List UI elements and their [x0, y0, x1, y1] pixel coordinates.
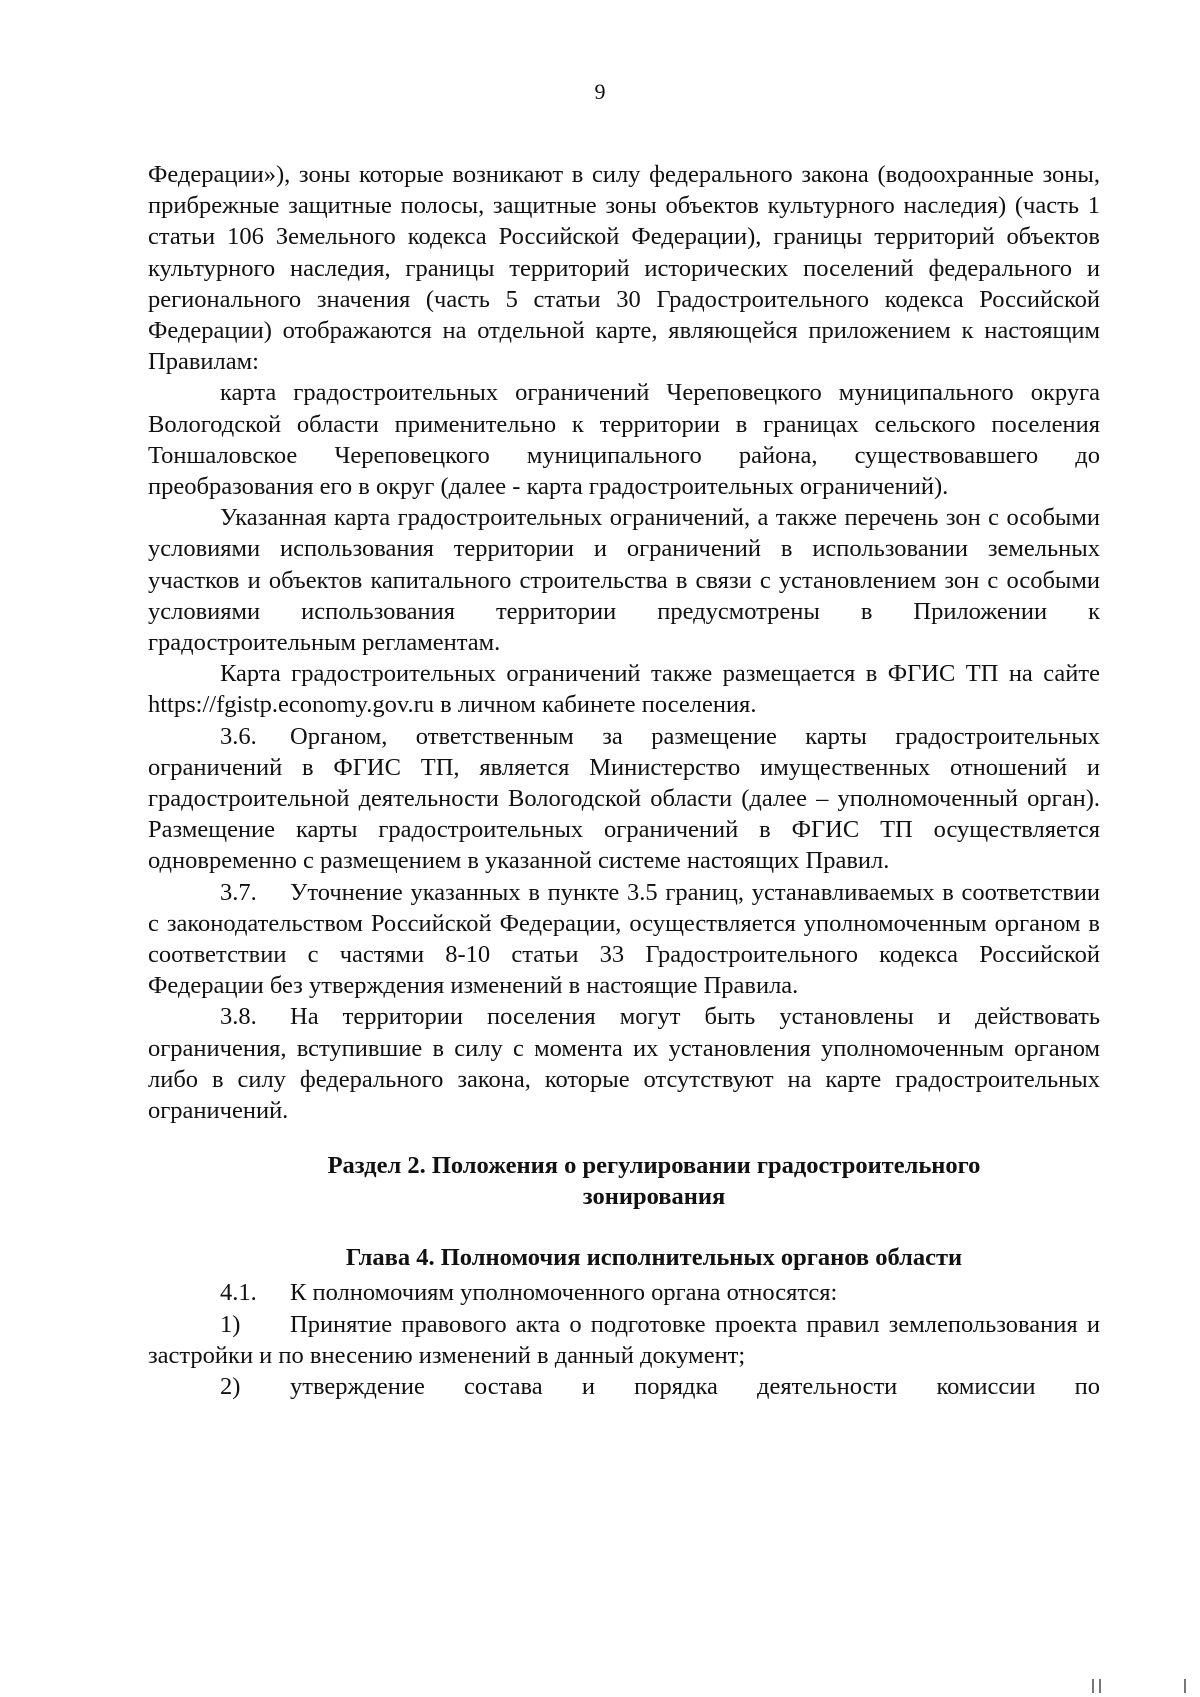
section-heading-line: зонирования	[582, 1183, 726, 1211]
chapter-heading: Глава 4. Полномочия исполнительных органов области	[345, 1244, 963, 1272]
subclause-1	[148, 1309, 1100, 1371]
subclause-number: 2)	[220, 1372, 241, 1400]
paragraph-map-description: карта градостроительных ограничений Череповецкого муниципального округа Вологодской области применительно к территории в границах сельского поселения Тоншаловское Череповецкого муниципального района, существовавшего до преобразования его в округ (далее - карта градостроительных ограничений).	[148, 379, 1100, 501]
paragraph-map-contents: Указанная карта градостроительных ограничений, а также перечень зон с особыми условиями использования территории и ограничений в использовании земельных участков и объектов капитального строительства в связи с установлением зон с особыми условиями использования территории предусмотрены в Приложении к градостроительным регламентам.	[148, 504, 1100, 657]
clause-3-7	[148, 877, 1100, 1002]
scan-edge-mark	[1092, 1679, 1094, 1693]
subclause-text: Принятие правового акта о подготовке проекта правил землепользования и застройки и по внесению изменений в данный документ;	[148, 1310, 1100, 1369]
clause-text: К полномочиям уполномоченного органа относятся:	[290, 1279, 838, 1307]
clause-3-8	[148, 1001, 1100, 1126]
paragraph-continuation: Федерации»), зоны которые возникают в силу федерального закона (водоохранные зоны, прибрежные защитные полосы, защитные зоны объектов культурного наследия) (часть 1 статьи 106 Земельного кодекса Российской Федерации), границы территорий объектов культурного наследия, границы территорий исторических поселений федерального и регионального значения (часть 5 статьи 30 Градостроительного кодекса Российской Федерации) отображаются на отдельной карте, являющейся приложением к настоящим Правилам:	[148, 161, 1100, 376]
document-body	[148, 159, 1100, 1402]
scan-edge-mark	[1099, 1679, 1101, 1693]
clause-text: Уточнение указанных в пункте 3.5 границ, устанавливаемых в соответствии с законодательством Российской Федерации, осуществляется уполномоченным органом в соответствии с частями 8-10 статьи 33 Градостроительного кодекса Российской Федерации без утверждения изменений в настоящие Правила.	[148, 878, 1100, 1000]
section-heading	[148, 1150, 1100, 1212]
clause-text: На территории поселения могут быть установлены и действовать ограничения, вступившие в силу с момента их установления уполномоченным органом либо в силу федерального закона, которые отсутствуют на карте градостроительных ограничений.	[148, 1003, 1100, 1125]
clause-number: 3.6.	[220, 722, 257, 750]
clause-3-6	[148, 721, 1100, 877]
clause-4-1	[148, 1277, 1100, 1308]
clause-text: Органом, ответственным за размещение карты градостроительных ограничений в ФГИС ТП, является Министерство имущественных отношений и градостроительной деятельности Вологодской области (далее – уполномоченный орган). Размещение карты градостроительных ограничений в ФГИС ТП осуществляется одновременно с размещением в указанной системе настоящих Правил.	[148, 722, 1100, 875]
page-number: 9	[594, 79, 606, 104]
subclause-2	[148, 1371, 1100, 1402]
clause-number: 3.7.	[220, 878, 257, 906]
scan-edge-mark	[1184, 1679, 1186, 1693]
clause-number: 4.1.	[220, 1279, 257, 1307]
subclause-number: 1)	[220, 1310, 241, 1338]
clause-number: 3.8.	[220, 1003, 257, 1031]
paragraph-map-publication: Карта градостроительных ограничений также размещается в ФГИС ТП на сайте https://fgistp.economy.gov.ru в личном кабинете поселения.	[148, 660, 1100, 719]
subclause-text: утверждение состава и порядка деятельности комиссии по	[290, 1372, 1100, 1400]
section-heading-line: Раздел 2. Положения о регулировании градостроительного	[327, 1152, 981, 1180]
